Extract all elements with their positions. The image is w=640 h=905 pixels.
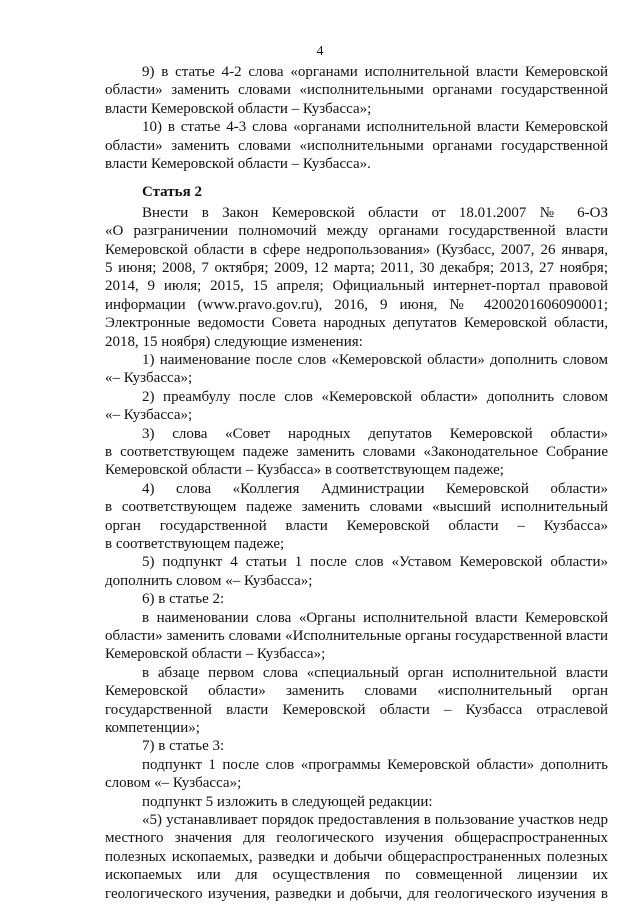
- text-line: 1) наименование после слов «Кемеровской области» дополнить словом: [142, 352, 608, 368]
- text-line: 6) в статье 2:: [142, 591, 225, 608]
- text-line: Кемеровской области» заменить словами «исполнительный орган: [105, 683, 608, 700]
- text-line: 7) в статье 3:: [142, 738, 225, 755]
- text-line: словом «– Кузбасса»;: [105, 775, 242, 792]
- text-line: подпункт 5 изложить в следующей редакции:: [142, 793, 433, 810]
- text-line: 2018, 15 ноября) следующие изменения:: [105, 333, 363, 350]
- text-line: орган государственной власти Кемеровской области – Кузбасса»: [105, 517, 608, 534]
- text-line: в наименовании слова «Органы исполнительной власти Кемеровской: [142, 609, 608, 626]
- text-line: местного значения для геологического изучения общераспространенных: [105, 830, 608, 847]
- article-heading: Статья 2: [142, 184, 202, 201]
- text-line: области» заменить словами «исполнительными органами государственной: [105, 82, 608, 99]
- text-line: 10) в статье 4-3 слова «органами исполнительной власти Кемеровской: [142, 119, 608, 136]
- text-line: в абзаце первом слова «специальный орган исполнительной власти: [142, 664, 608, 681]
- text-line: государственной власти Кемеровской области – Кузбасса отраслевой: [105, 701, 608, 718]
- text-line: Кемеровской области – Кузбасса» в соответствующем падеже;: [105, 462, 504, 479]
- text-line: в соответствующем падеже заменить словами «высший исполнительный: [105, 499, 608, 516]
- text-line: «О разграничении полномочий между органами государственной власти: [105, 223, 608, 240]
- text-line: 2) преамбулу после слов «Кемеровской области» дополнить словом: [142, 388, 608, 405]
- text-line: области» заменить словами «Исполнительные органы государственной власти: [105, 628, 608, 644]
- text-line: полезных ископаемых, разведки и добычи общераспространенных полезных: [105, 848, 608, 865]
- text-line: Кемеровской области – Кузбасса»;: [105, 646, 326, 663]
- text-line: «– Кузбасса»;: [105, 407, 193, 424]
- text-line: власти Кемеровской области – Кузбасса»;: [105, 100, 372, 117]
- text-line: области» заменить словами «исполнительными органами государственной: [105, 137, 608, 154]
- text-line: 2014, 9 июля; 2015, 15 апреля; Официальный интернет-портал правовой: [105, 278, 608, 295]
- text-line: Кемеровской области в сфере недропользования» (Кузбасс, 2007, 26 января,: [105, 241, 608, 258]
- text-line: информации (www.pravo.gov.ru), 2016, 9 июня, № 4200201606090001;: [105, 296, 608, 313]
- text-line: в соответствующем падеже;: [105, 536, 285, 552]
- text-line: ископаемых или для осуществления по совмещенной лицензии их: [105, 867, 608, 884]
- text-line: «– Кузбасса»;: [105, 370, 193, 387]
- text-line: 4) слова «Коллегия Администрации Кемеровской области»: [142, 480, 608, 497]
- text-line: подпункт 1 после слов «программы Кемеровской области» дополнить: [142, 756, 608, 773]
- text-line: власти Кемеровской области – Кузбасса».: [105, 156, 371, 172]
- text-line: 5) подпункт 4 статьи 1 после слов «Уставом Кемеровской области»: [142, 554, 608, 571]
- page-number: 4: [316, 44, 324, 59]
- text-line: 3) слова «Совет народных депутатов Кемеровской области»: [142, 425, 608, 442]
- text-line: Электронные ведомости Совета народных депутатов Кемеровской области,: [105, 315, 608, 332]
- text-line: Внести в Закон Кемеровской области от 18.01.2007 № 6-ОЗ: [142, 204, 608, 221]
- text-line: 5 июня; 2008, 7 октября; 2009, 12 марта; 2011, 30 декабря; 2013, 27 ноября;: [105, 260, 608, 276]
- text-line: геологического изучения, разведки и добычи, для геологического изучения в: [105, 885, 608, 902]
- text-line: компетенции»;: [105, 720, 200, 736]
- text-line: 9) в статье 4-2 слова «органами исполнительной власти Кемеровской: [142, 64, 608, 80]
- text-line: дополнить словом «– Кузбасса»;: [105, 572, 313, 589]
- text-line: «5) устанавливает порядок предоставления в пользование участков недр: [142, 812, 608, 828]
- text-line: в соответствующем падеже заменить словами «Законодательное Собрание: [105, 444, 608, 460]
